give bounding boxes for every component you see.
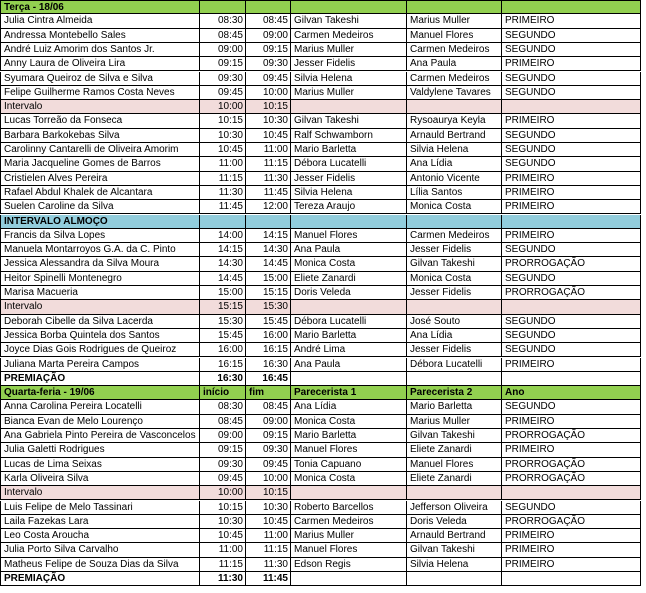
end-time-cell[interactable]: 11:15 <box>245 157 290 170</box>
day-header-row <box>0 386 641 400</box>
student-cell[interactable]: Andressa Montebello Sales <box>0 29 199 42</box>
reviewer-2-cell[interactable]: Antonio Vicente <box>406 172 501 185</box>
reviewer-2-cell[interactable]: Eliete Zanardi <box>406 443 501 456</box>
end-time-cell[interactable]: 15:00 <box>245 272 290 285</box>
reviewer-2-cell[interactable]: Arnauld Bertrand <box>406 129 501 142</box>
reviewer-2-cell[interactable]: Valdylene Tavares <box>406 86 501 99</box>
year-cell[interactable]: PRIMEIRO <box>501 172 641 185</box>
reviewer-1-cell[interactable]: Mario Barletta <box>290 329 406 342</box>
reviewer-2-cell[interactable] <box>406 486 501 499</box>
reviewer-1-cell[interactable]: Doris Veleda <box>290 286 406 299</box>
end-time-cell[interactable]: 11:45 <box>245 186 290 199</box>
start-time-cell[interactable]: 14:30 <box>199 257 245 270</box>
year-cell[interactable]: PRIMEIRO <box>501 229 641 242</box>
start-time-cell[interactable]: 16:15 <box>199 358 245 371</box>
student-cell[interactable]: Felipe Guilherme Ramos Costa Neves <box>0 86 199 99</box>
schedule-row <box>0 501 641 515</box>
reviewer-2-cell[interactable]: Jesser Fidelis <box>406 243 501 256</box>
schedule-row <box>0 286 641 300</box>
end-time-cell[interactable]: 08:45 <box>245 14 290 27</box>
start-time-cell[interactable]: 15:30 <box>199 315 245 328</box>
end-time-cell[interactable]: 09:00 <box>245 415 290 428</box>
reviewer-2-cell[interactable] <box>406 300 501 313</box>
schedule-row <box>0 114 641 128</box>
student-cell[interactable]: Matheus Felipe de Souza Dias da Silva <box>0 558 199 571</box>
student-cell[interactable]: Intervalo <box>0 300 199 313</box>
reviewer-1-cell[interactable]: Mario Barletta <box>290 143 406 156</box>
year-cell[interactable]: PRIMEIRO <box>501 57 641 70</box>
year-cell[interactable]: PRIMEIRO <box>501 114 641 127</box>
end-time-cell[interactable]: 11:30 <box>245 172 290 185</box>
start-time-cell[interactable]: 11:00 <box>199 157 245 170</box>
student-cell[interactable]: Ana Gabriela Pinto Pereira de Vasconcelos <box>0 429 199 442</box>
reviewer-1-cell[interactable]: Parecerista 1 <box>290 386 406 399</box>
end-time-cell[interactable]: 08:45 <box>245 400 290 413</box>
reviewer-1-cell[interactable] <box>290 100 406 113</box>
reviewer-1-cell[interactable]: André Lima <box>290 343 406 356</box>
end-time-cell[interactable]: 16:00 <box>245 329 290 342</box>
reviewer-2-cell[interactable]: Ana Paula <box>406 57 501 70</box>
schedule-row <box>0 400 641 414</box>
student-cell[interactable]: Leo Costa Aroucha <box>0 529 199 542</box>
reviewer-2-cell[interactable]: Parecerista 2 <box>406 386 501 399</box>
year-cell[interactable]: SEGUNDO <box>501 243 641 256</box>
student-cell[interactable]: Intervalo <box>0 100 199 113</box>
end-time-cell[interactable]: 11:15 <box>245 543 290 556</box>
start-time-cell[interactable]: 10:30 <box>199 129 245 142</box>
year-cell[interactable]: PRIMEIRO <box>501 543 641 556</box>
reviewer-1-cell[interactable]: Silvia Helena <box>290 186 406 199</box>
student-cell[interactable]: Bianca Evan de Melo Lourenço <box>0 415 199 428</box>
start-time-cell[interactable]: 09:45 <box>199 472 245 485</box>
schedule-row <box>0 143 641 157</box>
reviewer-1-cell[interactable]: Manuel Flores <box>290 543 406 556</box>
reviewer-2-cell[interactable] <box>406 372 501 385</box>
reviewer-1-cell[interactable]: Carmen Medeiros <box>290 515 406 528</box>
student-cell[interactable]: Rafael Abdul Khalek de Alcantara <box>0 186 199 199</box>
reviewer-2-cell[interactable] <box>406 1 501 13</box>
schedule-row <box>0 229 641 243</box>
end-time-cell[interactable]: 09:30 <box>245 57 290 70</box>
end-time-cell[interactable]: 09:45 <box>245 72 290 85</box>
reviewer-1-cell[interactable]: Carmen Medeiros <box>290 29 406 42</box>
year-cell[interactable]: PRIMEIRO <box>501 200 641 213</box>
start-time-cell[interactable]: 08:30 <box>199 14 245 27</box>
student-cell[interactable]: André Luiz Amorim dos Santos Jr. <box>0 43 199 56</box>
start-time-cell[interactable]: 10:30 <box>199 515 245 528</box>
start-time-cell[interactable]: 10:45 <box>199 143 245 156</box>
start-time-cell[interactable]: 10:15 <box>199 114 245 127</box>
schedule-row <box>0 200 641 214</box>
year-cell[interactable] <box>501 372 641 385</box>
year-cell[interactable]: PRORROGAÇÃO <box>501 472 641 485</box>
reviewer-1-cell[interactable] <box>290 215 406 228</box>
end-time-cell[interactable]: 11:30 <box>245 558 290 571</box>
reviewer-1-cell[interactable]: Edson Regis <box>290 558 406 571</box>
reviewer-1-cell[interactable]: Marius Muller <box>290 529 406 542</box>
reviewer-2-cell[interactable]: Débora Lucatelli <box>406 358 501 371</box>
student-cell[interactable]: Syumara Queiroz de Silva e Silva <box>0 72 199 85</box>
end-time-cell[interactable]: 10:15 <box>245 486 290 499</box>
reviewer-1-cell[interactable]: Mario Barletta <box>290 429 406 442</box>
year-cell[interactable]: PRIMEIRO <box>501 529 641 542</box>
reviewer-2-cell[interactable]: Mario Barletta <box>406 400 501 413</box>
day-header-row <box>0 0 641 14</box>
reviewer-1-cell[interactable] <box>290 486 406 499</box>
reviewer-1-cell[interactable] <box>290 300 406 313</box>
end-time-cell[interactable]: 15:15 <box>245 286 290 299</box>
year-cell[interactable] <box>501 572 641 585</box>
end-time-cell[interactable]: 10:30 <box>245 501 290 514</box>
schedule-row <box>0 443 641 457</box>
reviewer-2-cell[interactable]: Rysoaurya Keyla <box>406 114 501 127</box>
reviewer-1-cell[interactable]: Ana Paula <box>290 243 406 256</box>
year-cell[interactable]: SEGUNDO <box>501 72 641 85</box>
start-time-cell[interactable]: 15:15 <box>199 300 245 313</box>
start-time-cell[interactable]: 14:45 <box>199 272 245 285</box>
schedule-row <box>0 358 641 372</box>
start-time-cell[interactable]: 11:15 <box>199 558 245 571</box>
schedule-row <box>0 543 641 557</box>
reviewer-2-cell[interactable]: Gilvan Takeshi <box>406 429 501 442</box>
student-cell[interactable]: INTERVALO ALMOÇO <box>0 215 199 228</box>
end-time-cell[interactable]: 15:45 <box>245 315 290 328</box>
reviewer-1-cell[interactable]: Marius Muller <box>290 43 406 56</box>
end-time-cell[interactable]: 10:00 <box>245 472 290 485</box>
reviewer-2-cell[interactable]: Eliete Zanardi <box>406 472 501 485</box>
reviewer-2-cell[interactable]: Gilvan Takeshi <box>406 543 501 556</box>
end-time-cell[interactable]: 14:45 <box>245 257 290 270</box>
reviewer-2-cell[interactable]: Jefferson Oliveira <box>406 501 501 514</box>
end-time-cell[interactable]: 16:45 <box>245 372 290 385</box>
reviewer-1-cell[interactable]: Roberto Barcellos <box>290 501 406 514</box>
start-time-cell[interactable]: 10:00 <box>199 486 245 499</box>
start-time-cell[interactable]: 16:00 <box>199 343 245 356</box>
schedule-row <box>0 86 641 100</box>
reviewer-2-cell[interactable]: Marius Muller <box>406 14 501 27</box>
student-cell[interactable]: Lucas Torreão da Fonseca <box>0 114 199 127</box>
year-cell[interactable]: PRORROGAÇÃO <box>501 429 641 442</box>
student-cell[interactable]: Quarta-feria - 19/06 <box>0 386 199 399</box>
year-cell[interactable]: SEGUNDO <box>501 329 641 342</box>
year-cell[interactable] <box>501 1 641 13</box>
student-cell[interactable]: Anny Laura de Oliveira Lira <box>0 57 199 70</box>
end-time-cell[interactable]: 10:45 <box>245 515 290 528</box>
reviewer-2-cell[interactable]: Doris Veleda <box>406 515 501 528</box>
year-cell[interactable]: SEGUNDO <box>501 315 641 328</box>
reviewer-2-cell[interactable]: Carmen Medeiros <box>406 43 501 56</box>
start-time-cell[interactable]: 08:45 <box>199 415 245 428</box>
end-time-cell[interactable]: 09:45 <box>245 458 290 471</box>
end-time-cell[interactable]: 14:15 <box>245 229 290 242</box>
student-cell[interactable]: Julia Galetti Rodrigues <box>0 443 199 456</box>
year-cell[interactable]: SEGUNDO <box>501 157 641 170</box>
start-time-cell[interactable]: 09:00 <box>199 429 245 442</box>
start-time-cell[interactable]: 16:30 <box>199 372 245 385</box>
year-cell[interactable]: SEGUNDO <box>501 86 641 99</box>
year-cell[interactable]: PRORROGAÇÃO <box>501 257 641 270</box>
end-time-cell[interactable]: 10:00 <box>245 86 290 99</box>
start-time-cell[interactable]: início <box>199 386 245 399</box>
start-time-cell[interactable]: 09:30 <box>199 458 245 471</box>
reviewer-1-cell[interactable] <box>290 572 406 585</box>
year-cell[interactable]: SEGUNDO <box>501 29 641 42</box>
student-cell[interactable]: Jessica Borba Quintela dos Santos <box>0 329 199 342</box>
reviewer-1-cell[interactable]: Jesser Fidelis <box>290 172 406 185</box>
schedule-row <box>0 343 641 357</box>
student-cell[interactable]: Barbara Barkokebas Silva <box>0 129 199 142</box>
year-cell[interactable]: PRIMEIRO <box>501 558 641 571</box>
end-time-cell[interactable]: fim <box>245 386 290 399</box>
reviewer-1-cell[interactable]: Monica Costa <box>290 415 406 428</box>
student-cell[interactable]: PREMIAÇÃO <box>0 372 199 385</box>
end-time-cell[interactable]: 09:00 <box>245 29 290 42</box>
reviewer-2-cell[interactable]: Carmen Medeiros <box>406 229 501 242</box>
year-cell[interactable]: SEGUNDO <box>501 400 641 413</box>
student-cell[interactable]: Joyce Dias Gois Rodrigues de Queiroz <box>0 343 199 356</box>
schedule-row <box>0 315 641 329</box>
year-cell[interactable]: SEGUNDO <box>501 129 641 142</box>
student-cell[interactable]: Karla Oliveira Silva <box>0 472 199 485</box>
reviewer-2-cell[interactable]: Manuel Flores <box>406 29 501 42</box>
start-time-cell[interactable]: 11:45 <box>199 200 245 213</box>
start-time-cell[interactable]: 08:30 <box>199 400 245 413</box>
reviewer-1-cell[interactable]: Marius Muller <box>290 86 406 99</box>
year-cell[interactable]: SEGUNDO <box>501 343 641 356</box>
reviewer-2-cell[interactable]: Marius Muller <box>406 415 501 428</box>
start-time-cell[interactable]: 10:45 <box>199 529 245 542</box>
student-cell[interactable]: Maria Jacqueline Gomes de Barros <box>0 157 199 170</box>
reviewer-1-cell[interactable]: Débora Lucatelli <box>290 157 406 170</box>
schedule-row <box>0 429 641 443</box>
student-cell[interactable]: Luis Felipe de Melo Tassinari <box>0 501 199 514</box>
start-time-cell[interactable]: 14:15 <box>199 243 245 256</box>
reviewer-1-cell[interactable]: Monica Costa <box>290 257 406 270</box>
end-time-cell[interactable]: 12:00 <box>245 200 290 213</box>
schedule-row <box>0 415 641 429</box>
start-time-cell[interactable]: 15:00 <box>199 286 245 299</box>
end-time-cell[interactable] <box>245 215 290 228</box>
reviewer-2-cell[interactable]: Ana Lídia <box>406 329 501 342</box>
schedule-row <box>0 29 641 43</box>
end-time-cell[interactable]: 15:30 <box>245 300 290 313</box>
student-cell[interactable]: Suelen Caroline da Silva <box>0 200 199 213</box>
reviewer-2-cell[interactable]: Ana Lídia <box>406 157 501 170</box>
lunch-break-row <box>0 215 641 229</box>
interval-row <box>0 486 641 500</box>
year-cell[interactable]: SEGUNDO <box>501 143 641 156</box>
reviewer-2-cell[interactable]: Gilvan Takeshi <box>406 257 501 270</box>
year-cell[interactable]: PRORROGAÇÃO <box>501 286 641 299</box>
start-time-cell[interactable]: 11:30 <box>199 572 245 585</box>
student-cell[interactable]: Jessica Alessandra da Silva Moura <box>0 257 199 270</box>
year-cell[interactable] <box>501 300 641 313</box>
end-time-cell[interactable]: 11:00 <box>245 143 290 156</box>
reviewer-1-cell[interactable]: Monica Costa <box>290 472 406 485</box>
reviewer-1-cell[interactable]: Débora Lucatelli <box>290 315 406 328</box>
student-cell[interactable]: Julia Porto Silva Carvalho <box>0 543 199 556</box>
reviewer-2-cell[interactable]: José Souto <box>406 315 501 328</box>
reviewer-1-cell[interactable]: Gilvan Takeshi <box>290 114 406 127</box>
year-cell[interactable]: PRIMEIRO <box>501 415 641 428</box>
end-time-cell[interactable]: 10:15 <box>245 100 290 113</box>
start-time-cell[interactable]: 09:15 <box>199 57 245 70</box>
reviewer-1-cell[interactable]: Eliete Zanardi <box>290 272 406 285</box>
end-time-cell[interactable]: 11:00 <box>245 529 290 542</box>
reviewer-1-cell[interactable]: Ana Lídia <box>290 400 406 413</box>
reviewer-2-cell[interactable] <box>406 572 501 585</box>
end-time-cell[interactable]: 16:15 <box>245 343 290 356</box>
year-cell[interactable]: PRORROGAÇÃO <box>501 515 641 528</box>
start-time-cell[interactable]: 11:15 <box>199 172 245 185</box>
schedule-row <box>0 172 641 186</box>
year-cell[interactable]: PRIMEIRO <box>501 443 641 456</box>
student-cell[interactable]: Heitor Spinelli Montenegro <box>0 272 199 285</box>
student-cell[interactable]: Francis da Silva Lopes <box>0 229 199 242</box>
year-cell[interactable] <box>501 486 641 499</box>
end-time-cell[interactable]: 14:30 <box>245 243 290 256</box>
award-ceremony-row <box>0 572 641 586</box>
year-cell[interactable]: PRIMEIRO <box>501 186 641 199</box>
student-cell[interactable]: Intervalo <box>0 486 199 499</box>
reviewer-1-cell[interactable]: Tonia Capuano <box>290 458 406 471</box>
end-time-cell[interactable]: 11:45 <box>245 572 290 585</box>
schedule-row <box>0 157 641 171</box>
reviewer-1-cell[interactable]: Silvia Helena <box>290 72 406 85</box>
start-time-cell[interactable]: 09:30 <box>199 72 245 85</box>
start-time-cell[interactable]: 09:15 <box>199 443 245 456</box>
end-time-cell[interactable]: 10:30 <box>245 114 290 127</box>
end-time-cell[interactable]: 09:15 <box>245 429 290 442</box>
reviewer-2-cell[interactable]: Jesser Fidelis <box>406 286 501 299</box>
reviewer-2-cell[interactable]: Carmen Medeiros <box>406 72 501 85</box>
end-time-cell[interactable]: 10:45 <box>245 129 290 142</box>
end-time-cell[interactable] <box>245 1 290 13</box>
schedule-row <box>0 529 641 543</box>
schedule-row <box>0 72 641 86</box>
start-time-cell[interactable] <box>199 215 245 228</box>
reviewer-1-cell[interactable]: Jesser Fidelis <box>290 57 406 70</box>
reviewer-1-cell[interactable]: Manuel Flores <box>290 443 406 456</box>
interval-row <box>0 300 641 314</box>
schedule-row <box>0 43 641 57</box>
schedule-row <box>0 515 641 529</box>
student-cell[interactable]: Anna Carolina Pereira Locatelli <box>0 400 199 413</box>
reviewer-1-cell[interactable]: Tereza Araujo <box>290 200 406 213</box>
year-cell[interactable]: SEGUNDO <box>501 43 641 56</box>
start-time-cell[interactable]: 10:15 <box>199 501 245 514</box>
start-time-cell[interactable]: 09:00 <box>199 43 245 56</box>
reviewer-2-cell[interactable]: Arnauld Bertrand <box>406 529 501 542</box>
schedule-row <box>0 329 641 343</box>
interval-row <box>0 100 641 114</box>
year-cell[interactable]: SEGUNDO <box>501 272 641 285</box>
start-time-cell[interactable]: 14:00 <box>199 229 245 242</box>
year-cell[interactable]: PRIMEIRO <box>501 14 641 27</box>
year-cell[interactable]: PRORROGAÇÃO <box>501 458 641 471</box>
year-cell[interactable]: SEGUNDO <box>501 501 641 514</box>
reviewer-2-cell[interactable]: Jesser Fidelis <box>406 343 501 356</box>
start-time-cell[interactable]: 10:00 <box>199 100 245 113</box>
schedule-row <box>0 558 641 572</box>
award-ceremony-row <box>0 372 641 386</box>
start-time-cell[interactable]: 09:45 <box>199 86 245 99</box>
reviewer-1-cell[interactable]: Gilvan Takeshi <box>290 14 406 27</box>
reviewer-2-cell[interactable]: Silvia Helena <box>406 143 501 156</box>
student-cell[interactable]: Manuela Montarroyos G.A. da C. Pinto <box>0 243 199 256</box>
end-time-cell[interactable]: 09:15 <box>245 43 290 56</box>
student-cell[interactable]: PREMIAÇÃO <box>0 572 199 585</box>
end-time-cell[interactable]: 16:30 <box>245 358 290 371</box>
schedule-row <box>0 458 641 472</box>
reviewer-1-cell[interactable] <box>290 372 406 385</box>
reviewer-2-cell[interactable]: Monica Costa <box>406 272 501 285</box>
student-cell[interactable]: Laila Fazekas Lara <box>0 515 199 528</box>
year-cell[interactable] <box>501 215 641 228</box>
schedule-row <box>0 57 641 71</box>
schedule-row <box>0 257 641 271</box>
reviewer-2-cell[interactable]: Manuel Flores <box>406 458 501 471</box>
reviewer-2-cell[interactable] <box>406 100 501 113</box>
reviewer-2-cell[interactable]: Lília Santos <box>406 186 501 199</box>
reviewer-2-cell[interactable]: Silvia Helena <box>406 558 501 571</box>
start-time-cell[interactable] <box>199 1 245 13</box>
reviewer-1-cell[interactable]: Ana Paula <box>290 358 406 371</box>
schedule-row <box>0 14 641 28</box>
schedule-row <box>0 243 641 257</box>
student-cell[interactable]: Deborah Cibelle da Silva Lacerda <box>0 315 199 328</box>
student-cell[interactable]: Lucas de Lima Seixas <box>0 458 199 471</box>
start-time-cell[interactable]: 11:00 <box>199 543 245 556</box>
start-time-cell[interactable]: 11:30 <box>199 186 245 199</box>
student-cell[interactable]: Juliana Marta Pereira Campos <box>0 358 199 371</box>
reviewer-2-cell[interactable]: Monica Costa <box>406 200 501 213</box>
reviewer-1-cell[interactable]: Ralf Schwamborn <box>290 129 406 142</box>
start-time-cell[interactable]: 08:45 <box>199 29 245 42</box>
year-cell[interactable]: Ano <box>501 386 641 399</box>
schedule-row <box>0 129 641 143</box>
student-cell[interactable]: Terça - 18/06 <box>0 1 199 13</box>
schedule-row <box>0 472 641 486</box>
student-cell[interactable]: Carolinny Cantarelli de Oliveira Amorim <box>0 143 199 156</box>
reviewer-1-cell[interactable]: Manuel Flores <box>290 229 406 242</box>
schedule-row <box>0 272 641 286</box>
student-cell[interactable]: Julia Cintra Almeida <box>0 14 199 27</box>
reviewer-2-cell[interactable] <box>406 215 501 228</box>
start-time-cell[interactable]: 15:45 <box>199 329 245 342</box>
student-cell[interactable]: Marisa Macueria <box>0 286 199 299</box>
year-cell[interactable]: PRIMEIRO <box>501 358 641 371</box>
reviewer-1-cell[interactable] <box>290 1 406 13</box>
student-cell[interactable]: Cristielen Alves Pereira <box>0 172 199 185</box>
end-time-cell[interactable]: 09:30 <box>245 443 290 456</box>
schedule-row <box>0 186 641 200</box>
year-cell[interactable] <box>501 100 641 113</box>
